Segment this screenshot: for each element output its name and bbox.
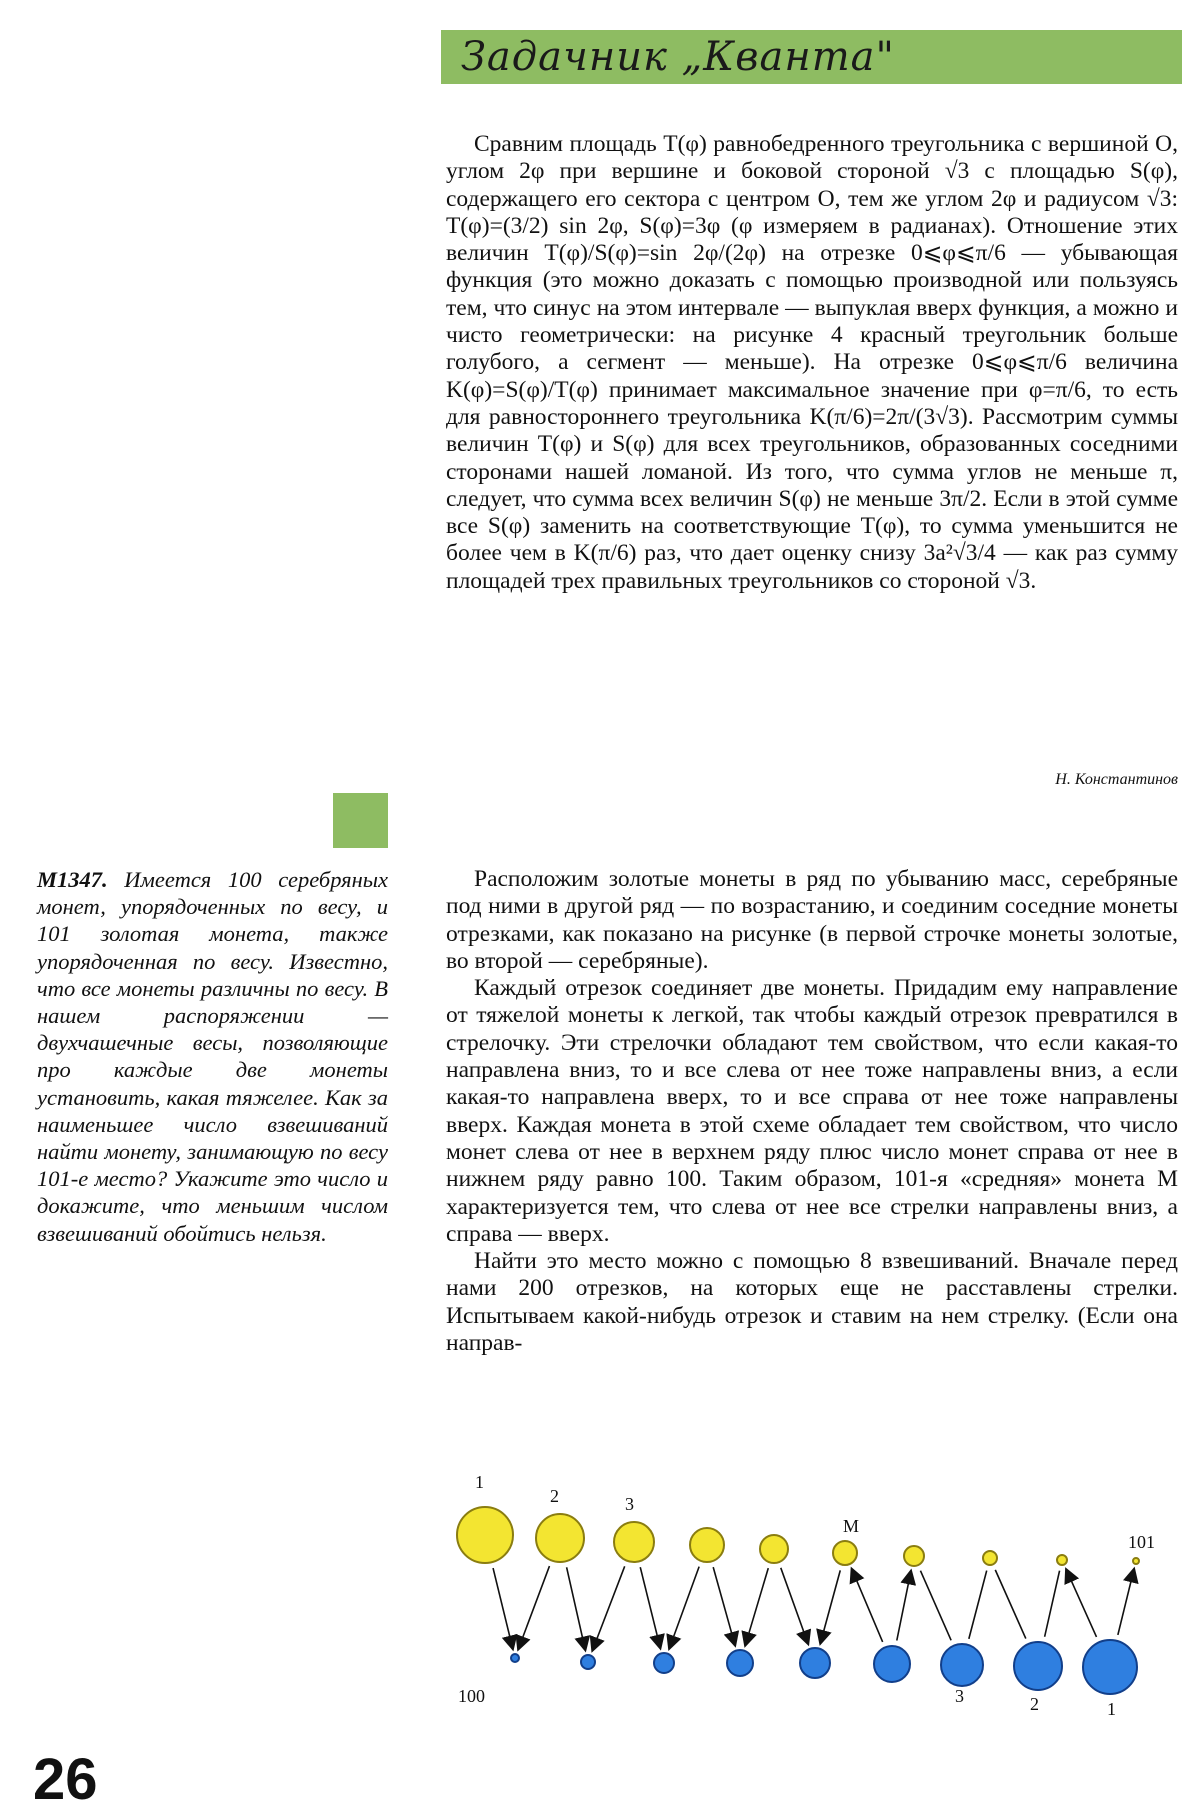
silver-coin [874,1646,910,1682]
problem-statement [37,866,388,1247]
arrow-up [1118,1570,1134,1635]
segment [969,1571,987,1639]
gold-coin [1133,1558,1139,1564]
problem-marker [333,793,388,848]
gold-coin [833,1541,857,1565]
section-banner [441,30,1182,84]
section-title: Задачник „Кванта" [461,34,895,80]
author-signature: Н. Константинов [1055,771,1178,788]
silver-label-1: 1 [1107,1699,1116,1719]
silver-label-2: 2 [1030,1694,1039,1714]
coin-figure [440,1470,1182,1720]
arrow-down [669,1567,699,1648]
gold-coin [983,1551,997,1565]
arrow-up [1067,1570,1097,1637]
arrow-down [493,1568,513,1648]
arrow-down [519,1566,550,1649]
arrow-down [593,1566,625,1650]
coin-diagram [440,1470,1182,1720]
arrow-up [852,1570,883,1642]
problem-text: Имеется 100 серебряных монет, упорядоченных по весу, и 101 золотая монета, также упорядоченная по весу. Известно, что все монеты различны по весу. В нашем распоряжении — двухчашечные весы, позволяющие про каждые две монеты установить, какая тяжелее. Как за наименьшее число взвешиваний найти монету, занимающую по весу 101-е место? Укажите это число и докажите, что меньшим числом взвешиваний обойтись нельзя. [37,867,389,1246]
segment [920,1571,951,1641]
coin-solution-paragraph-1: Расположим золотые монеты в ряд по убыванию масс, серебряные под ними в другой ряд — по возрастанию, и соединим соседние монеты отрезками, как показано на рисунке (в первой строчке монеты золотые, во второй — серебряные). [446,866,1178,974]
arrow-up [897,1572,911,1641]
arrow-down [745,1568,768,1645]
gold-coin [904,1546,924,1566]
gold-coin [1057,1555,1067,1565]
silver-coin [800,1648,830,1678]
silver-coin [654,1653,674,1673]
coin-solution-paragraph-3: Найти это место можно с помощью 8 взвешиваний. Вначале перед нами 200 отрезков, на которых еще не расставлены стрелки. Испытываем какой-нибудь отрезок и ставим на нем стрелку. (Если она направ- [446,1248,1178,1357]
arrow-down [821,1570,841,1642]
silver-coin [1083,1640,1137,1694]
silver-coin [1014,1642,1062,1690]
silver-label-100: 100 [458,1686,485,1706]
coin-solution-paragraph-2: Каждый отрезок соединяет две монеты. Придадим ему направление от тяжелой монеты к легкой, так чтобы каждый отрезок превратился в стрелочку. Эти стрелочки обладают тем свойством, что если какая-то направлена вниз, то и все слева от нее тоже направлены вниз, а если какая-то направлена вверх, то и все справа от нее тоже направлены вверх. Каждая монета в этой схеме обладает тем свойством, что число монет слева от нее в верхнем ряду плюс число монет справа от нее в нижнем ряду равно 100. Таким образом, 101-я «средняя» монета M характеризуется тем, что слева от нее все стрелки направлены вниз, а справа — вверх. [446,975,1178,1247]
solution-text [446,131,1178,595]
problem-number: М1347. [37,867,108,892]
gold-coin [690,1528,724,1562]
silver-coin [581,1655,595,1669]
arrow-down [640,1567,660,1647]
gold-label-101: 101 [1128,1532,1155,1552]
segment [995,1570,1026,1639]
page-number: 26 [33,1747,98,1812]
gold-label-2: 2 [550,1486,559,1506]
gold-coin [614,1522,654,1562]
segment [1045,1571,1060,1637]
silver-coin [511,1654,519,1662]
gold-label-3: 3 [625,1494,634,1514]
gold-coin [536,1514,584,1562]
silver-label-3: 3 [955,1686,964,1706]
gold-label-1: 1 [475,1472,484,1492]
arrow-down [713,1567,735,1645]
coin-solution-text [446,866,1178,1357]
gold-label-m: M [843,1516,860,1536]
arrow-down [567,1567,586,1649]
gold-coin [760,1535,788,1563]
arrow-down [781,1568,808,1643]
silver-coin [727,1650,753,1676]
gold-coin [457,1507,513,1563]
silver-coin [941,1644,983,1686]
solution-paragraph: Сравним площадь T(φ) равнобедренного треугольника с вершиной O, углом 2φ при вершине и боковой стороной √3 с площадью S(φ), содержащего его сектора с центром O, тем же углом 2φ и радиусом √3: T(φ)=(3/2) sin 2φ, S(φ)=3φ (φ измеряем в радианах). Отношение этих величин T(φ)/S(φ)=sin 2φ/(2φ) на отрезке 0⩽φ⩽π/6 — убывающая функция (это можно доказать с помощью производной или пользуясь тем, что синус на этом интервале — выпуклая вверх функция, а можно и чисто геометрически: на рисунке 4 красный треугольник больше голубого, а сегмент — меньше). На отрезке 0⩽φ⩽π/6 величина K(φ)=S(φ)/T(φ) принимает максимальное значение при φ=π/6, то есть для равностороннего треугольника K(π/6)=2π/(3√3). Рассмотрим суммы величин T(φ) и S(φ) для всех треугольников, образованных соседними сторонами нашей ломаной. Из того, что сумма углов не меньше π, следует, что сумма всех величин S(φ) не меньше 3π/2. Если в этой сумме все S(φ) заменить на соответствующие T(φ), то сумма уменьшится не более чем в K(π/6) раз, что дает оценку снизу 3a²√3/4 — как раз сумму площадей трех правильных треугольников со стороной √3. [446,131,1178,594]
